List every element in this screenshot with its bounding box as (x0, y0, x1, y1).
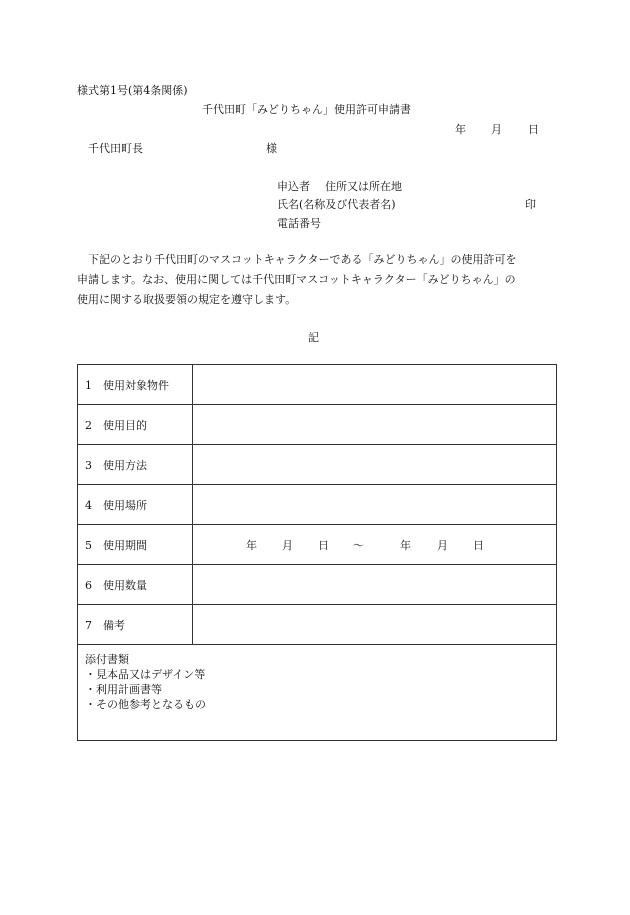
period-from-day: 日 (318, 539, 329, 552)
period-from-month: 月 (282, 539, 293, 552)
period-to-day: 日 (473, 539, 484, 552)
table-row (78, 365, 557, 405)
ki-heading: 記 (308, 331, 319, 344)
period-to-year: 年 (400, 539, 411, 552)
attachment-item: ・見本品又はデザイン等 (85, 668, 206, 681)
application-table (77, 364, 557, 741)
row-label: 4 使用場所 (78, 485, 193, 525)
honorific: 様 (266, 142, 277, 155)
addressee: 千代田町長 (88, 142, 143, 155)
location-field[interactable] (193, 485, 557, 525)
attachment-item: ・利用計画書等 (85, 683, 162, 696)
purpose-field[interactable] (193, 405, 557, 445)
form-number: 様式第1号(第4条関係) (77, 84, 188, 97)
seal-mark: 印 (525, 198, 536, 211)
applicant-phone-label: 電話番号 (277, 217, 321, 230)
row-label: 6 使用数量 (78, 565, 193, 605)
quantity-field[interactable] (193, 565, 557, 605)
date-day: 日 (528, 123, 539, 136)
application-statement (77, 250, 555, 310)
table-row (78, 405, 557, 445)
attachments-cell (78, 645, 557, 741)
period-field[interactable] (193, 525, 557, 565)
applicant-label: 申込者 (277, 180, 310, 193)
period-tilde: ～ (353, 539, 364, 552)
table-row (78, 485, 557, 525)
remarks-field[interactable] (193, 605, 557, 645)
attachment-item: ・その他参考となるもの (85, 698, 206, 711)
table-row (78, 445, 557, 485)
row-label: 5 使用期間 (78, 525, 193, 565)
row-label: 3 使用方法 (78, 445, 193, 485)
period-from-year: 年 (246, 539, 257, 552)
table-row (78, 605, 557, 645)
applicant-address-label: 住所又は所在地 (325, 180, 402, 193)
row-label: 2 使用目的 (78, 405, 193, 445)
row-label: 7 備考 (78, 605, 193, 645)
statement-line: 申請します。なお、使用に関しては千代田町マスコットキャラクター「みどりちゃん」の (77, 273, 516, 286)
period-line (193, 525, 556, 564)
period-to-month: 月 (437, 539, 448, 552)
statement-line: 下記のとおり千代田町のマスコットキャラクターである「みどりちゃん」の使用許可を (88, 253, 517, 266)
row-label: 1 使用対象物件 (78, 365, 193, 405)
statement-line: 使用に関する取扱要領の規定を遵守します。 (77, 293, 297, 306)
table-row (78, 565, 557, 605)
method-field[interactable] (193, 445, 557, 485)
object-field[interactable] (193, 365, 557, 405)
date-year: 年 (455, 123, 466, 136)
attachments-title: 添付書類 (85, 653, 129, 666)
attachments-row (78, 645, 557, 741)
document-title: 千代田町「みどりちゃん」使用許可申請書 (202, 103, 411, 116)
applicant-name-label: 氏名(名称及び代表者名) (277, 198, 396, 211)
table-row (78, 525, 557, 565)
date-month: 月 (491, 123, 502, 136)
